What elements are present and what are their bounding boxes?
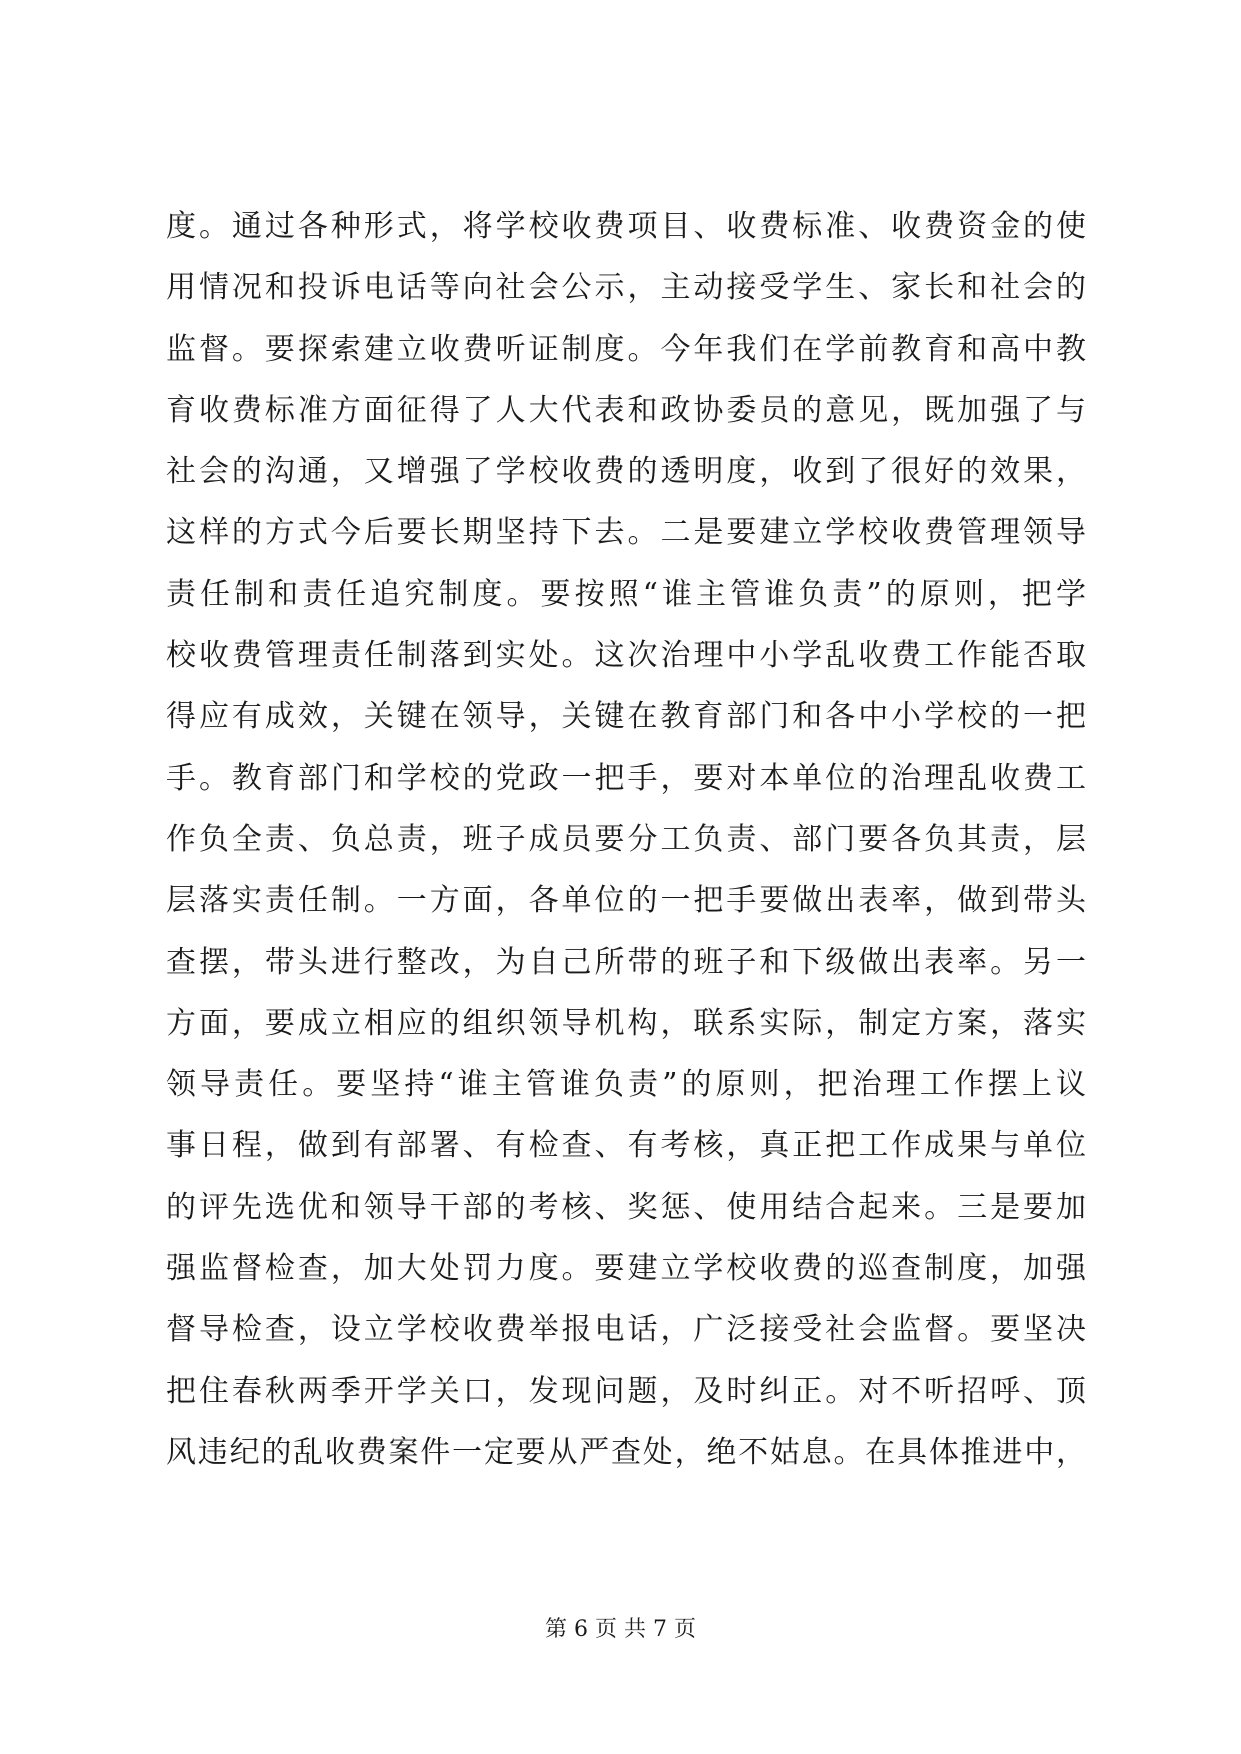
text-line: 育收费标准方面征得了人大代表和政协委员的意见，既加强了与 bbox=[166, 392, 1086, 428]
text-line: 作负全责、负总责，班子成员要分工负责、部门要各负其责，层 bbox=[166, 821, 1086, 857]
text-line: 层落实责任制。一方面，各单位的一把手要做出表率，做到带头 bbox=[166, 883, 1086, 919]
text-line: 度。通过各种形式，将学校收费项目、收费标准、收费资金的使 bbox=[166, 209, 1086, 244]
text-line: 社会的沟通，又增强了学校收费的透明度，收到了很好的效果， bbox=[166, 454, 1086, 490]
text-line: 风违纪的乱收费案件一定要从严查处，绝不姑息。在具体推进中， bbox=[166, 1434, 1086, 1470]
text-line: 这样的方式今后要长期坚持下去。二是要建立学校收费管理领导 bbox=[166, 515, 1086, 551]
text-line: 领导责任。要坚持“谁主管谁负责”的原则，把治理工作摆上议 bbox=[166, 1067, 1086, 1103]
text-line: 用情况和投诉电话等向社会公示，主动接受学生、家长和社会的 bbox=[166, 270, 1086, 306]
text-line: 把住春秋两季开学关口，发现问题，及时纠正。对不听招呼、顶 bbox=[166, 1373, 1086, 1409]
text-line: 事日程，做到有部署、有检查、有考核，真正把工作成果与单位 bbox=[166, 1128, 1086, 1164]
text-line: 手。教育部门和学校的党政一把手，要对本单位的治理乱收费工 bbox=[166, 760, 1086, 796]
text-line: 方面，要成立相应的组织领导机构，联系实际，制定方案，落实 bbox=[166, 1005, 1086, 1041]
body-text bbox=[166, 196, 1086, 1483]
text-line: 查摆，带头进行整改，为自己所带的班子和下级做出表率。另一 bbox=[166, 944, 1086, 980]
page-footer: 第 6 页 共 7 页 bbox=[545, 1617, 696, 1642]
text-line: 校收费管理责任制落到实处。这次治理中小学乱收费工作能否取 bbox=[166, 638, 1086, 674]
text-line: 督导检查，设立学校收费举报电话，广泛接受社会监督。要坚决 bbox=[166, 1312, 1086, 1348]
text-line: 的评先选优和领导干部的考核、奖惩、使用结合起来。三是要加 bbox=[166, 1189, 1086, 1225]
text-line: 责任制和责任追究制度。要按照“谁主管谁负责”的原则，把学 bbox=[166, 576, 1086, 612]
text-line: 强监督检查，加大处罚力度。要建立学校收费的巡查制度，加强 bbox=[166, 1251, 1086, 1287]
text-line: 得应有成效，关键在领导，关键在教育部门和各中小学校的一把 bbox=[166, 699, 1086, 735]
text-line: 监督。要探索建立收费听证制度。今年我们在学前教育和高中教 bbox=[166, 331, 1086, 367]
